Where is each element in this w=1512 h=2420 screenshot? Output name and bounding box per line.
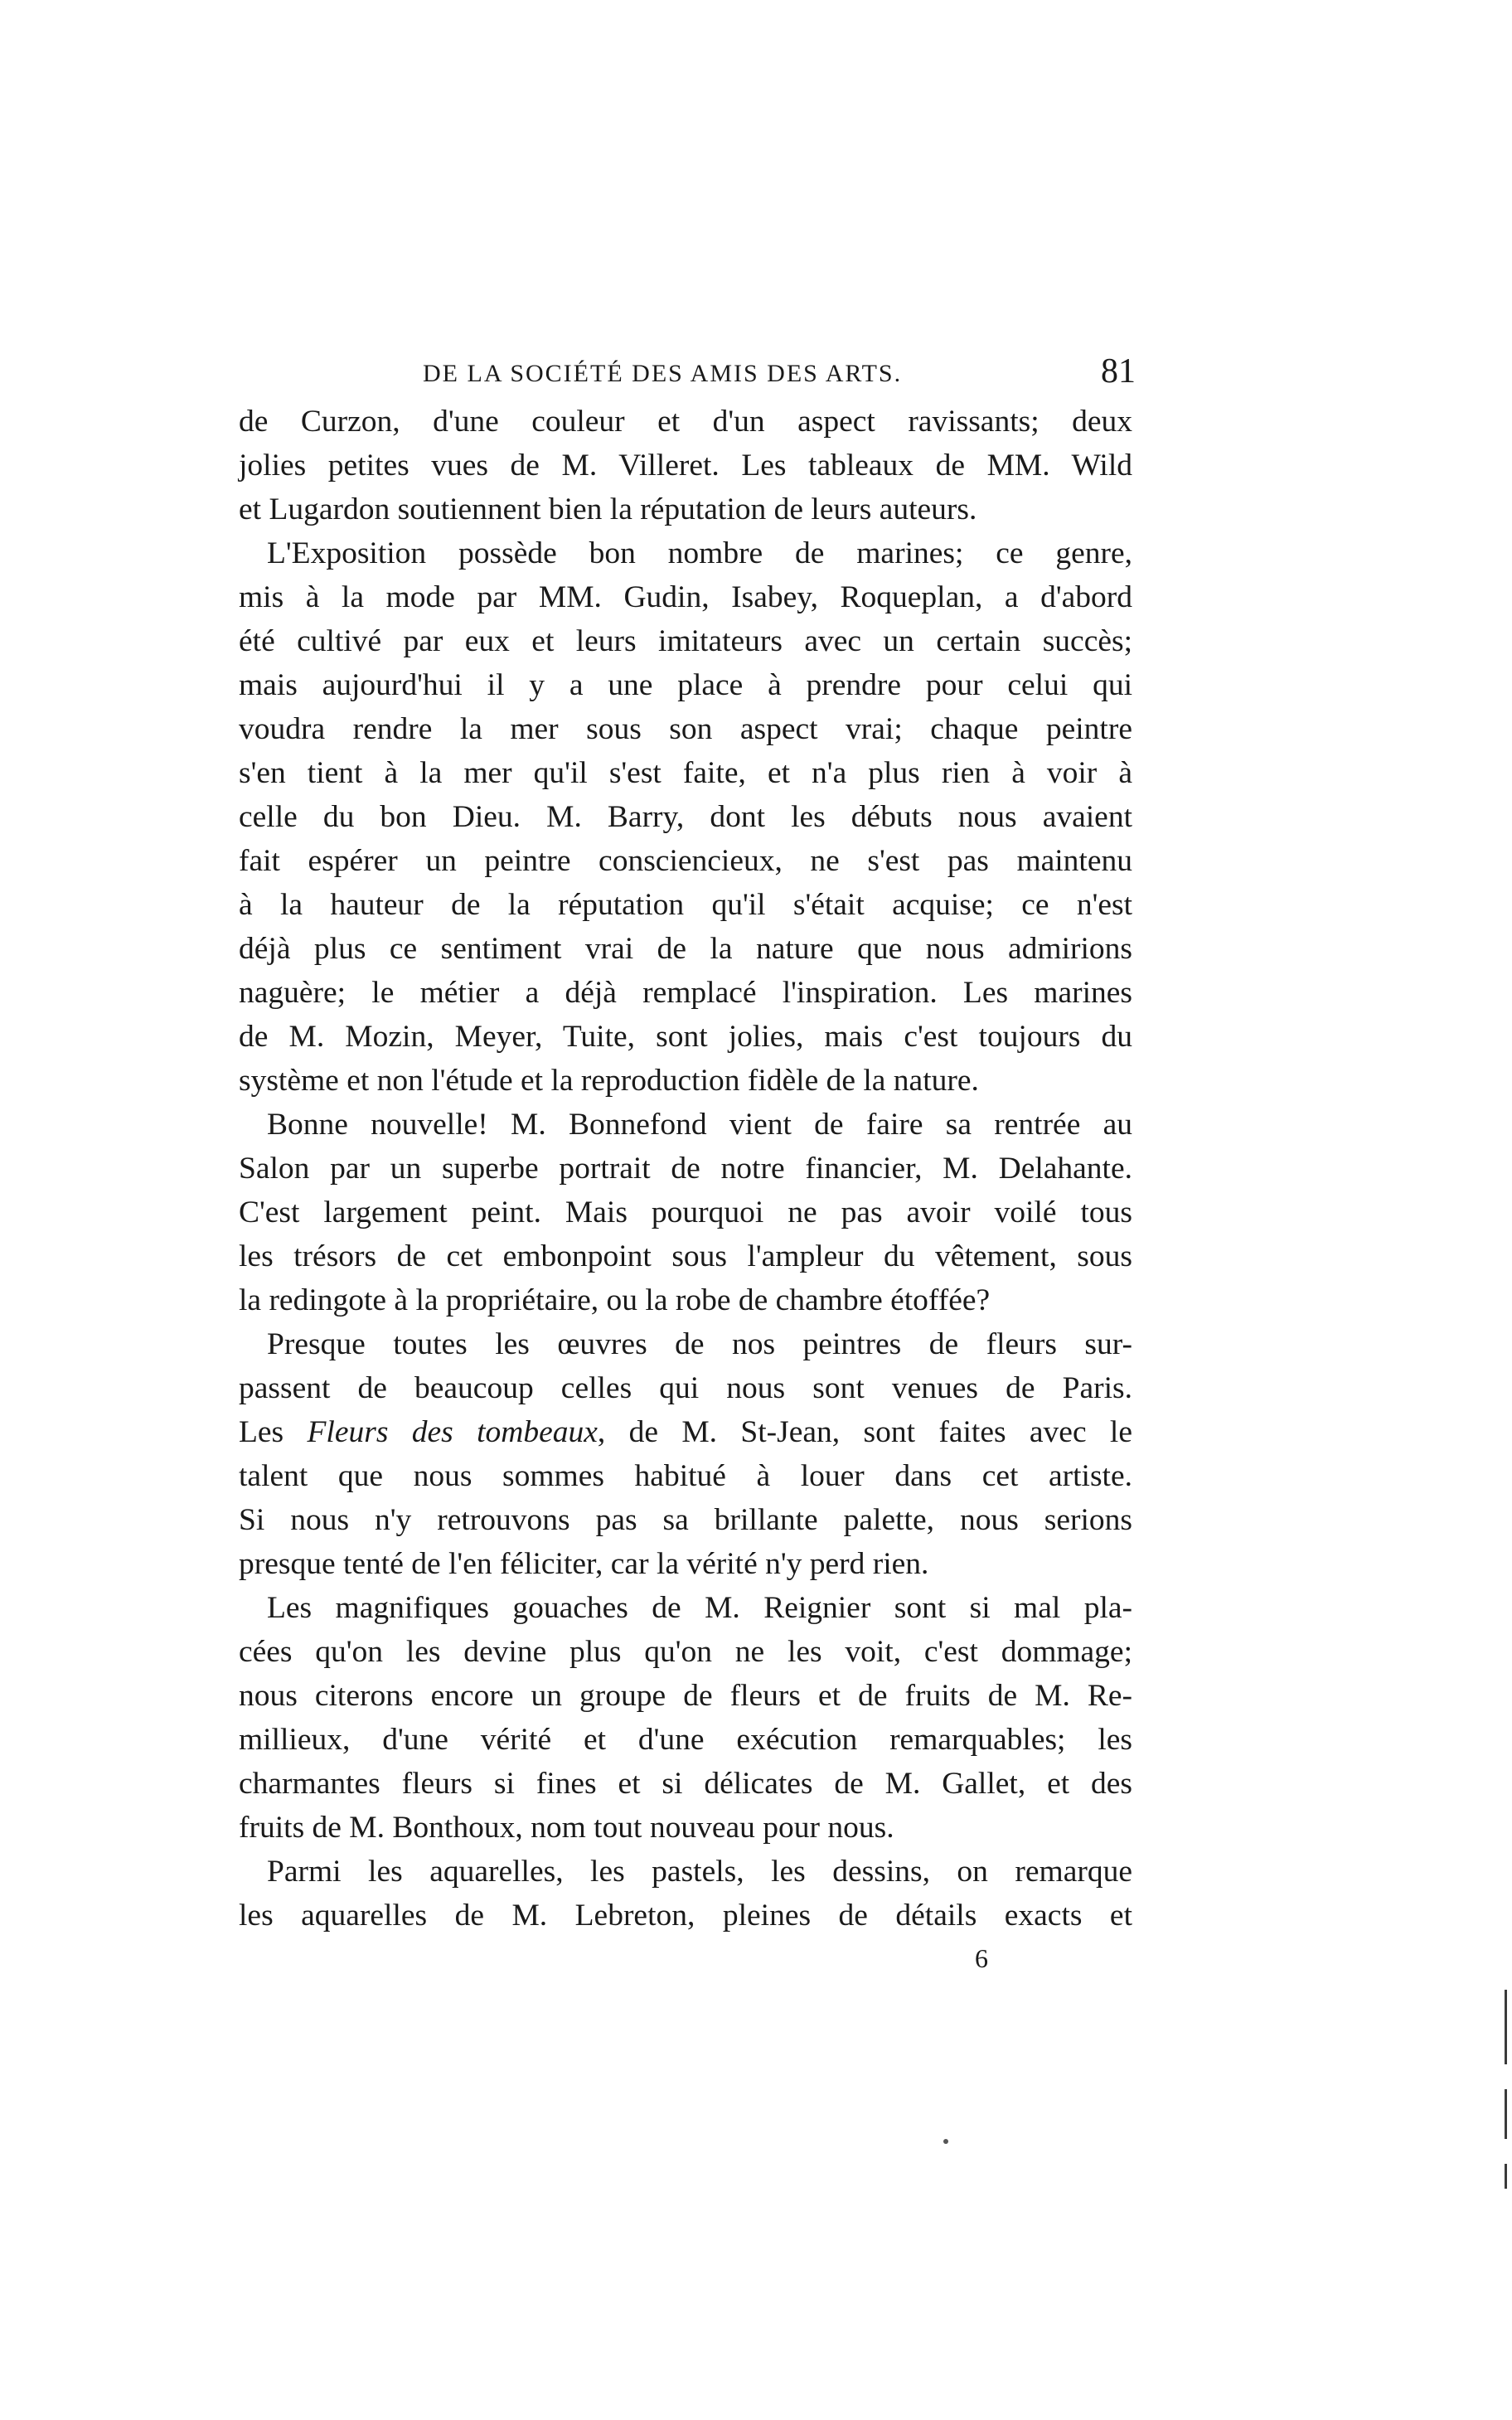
- artwork-title: Fleurs des tombeaux: [307, 1415, 598, 1449]
- text-line: Salon par un superbe portrait de notre financier, M. Delahante.: [239, 1152, 1132, 1186]
- text-line-with-italic-title: [239, 1410, 1132, 1454]
- text-line: talent que nous sommes habitué à louer dans cet artiste.: [239, 1459, 1132, 1493]
- text-line: système et non l'étude et la reproduction fidèle de la nature.: [239, 1064, 979, 1098]
- text-line: s'en tient à la mer qu'il s'est faite, et n'a plus rien à voir à: [239, 756, 1132, 790]
- text-segment: Les: [239, 1415, 308, 1449]
- scan-edge-mark: [1505, 2164, 1507, 2189]
- text-line: passent de beaucoup celles qui nous sont venues de Paris.: [239, 1371, 1132, 1405]
- scan-speck: [943, 2139, 948, 2144]
- text-segment: , de M. St-Jean, sont faites avec le: [597, 1415, 1132, 1449]
- text-line: Si nous n'y retrouvons pas sa brillante palette, nous serions: [239, 1503, 1132, 1537]
- text-line: voudra rendre la mer sous son aspect vrai; chaque peintre: [239, 712, 1132, 746]
- text-line: la redingote à la propriétaire, ou la robe de chambre étoffée?: [239, 1283, 991, 1317]
- text-line: jolies petites vues de M. Villeret. Les tableaux de MM. Wild: [239, 449, 1132, 483]
- page-header: [242, 352, 1136, 405]
- paragraph-start-line: Les magnifiques gouaches de M. Reignier sont si mal pla-: [267, 1591, 1132, 1625]
- text-line: millieux, d'une vérité et d'une exécution remarquables; les: [239, 1723, 1132, 1757]
- text-line: déjà plus ce sentiment vrai de la nature que nous admirions: [239, 932, 1132, 966]
- paragraph-start-line: Presque toutes les œuvres de nos peintres de fleurs sur-: [267, 1327, 1132, 1361]
- text-line: été cultivé par eux et leurs imitateurs avec un certain succès;: [239, 624, 1132, 658]
- text-line: à la hauteur de la réputation qu'il s'était acquise; ce n'est: [239, 888, 1132, 922]
- page-number: 81: [1101, 352, 1136, 390]
- text-line: nous citerons encore un groupe de fleurs et de fruits de M. Re-: [239, 1679, 1132, 1713]
- scan-edge-mark: [1505, 1990, 1507, 2064]
- text-line: les aquarelles de M. Lebreton, pleines de détails exacts et: [239, 1899, 1132, 1933]
- text-line: les trésors de cet embonpoint sous l'ampleur du vêtement, sous: [239, 1239, 1132, 1273]
- text-line: cées qu'on les devine plus qu'on ne les voit, c'est dommage;: [239, 1635, 1132, 1669]
- paragraph-start-line: L'Exposition possède bon nombre de marines; ce genre,: [267, 536, 1132, 570]
- text-line: fruits de M. Bonthoux, nom tout nouveau pour nous.: [239, 1811, 894, 1845]
- text-line: de Curzon, d'une couleur et d'un aspect ravissants; deux: [239, 405, 1132, 439]
- text-line: charmantes fleurs si fines et si délicates de M. Gallet, et des: [239, 1767, 1132, 1801]
- text-line: celle du bon Dieu. M. Barry, dont les débuts nous avaient: [239, 800, 1132, 834]
- text-line: mis à la mode par MM. Gudin, Isabey, Roqueplan, a d'abord: [239, 580, 1132, 614]
- signature-mark: 6: [975, 1943, 988, 1973]
- text-line: et Lugardon soutiennent bien la réputation de leurs auteurs.: [239, 492, 977, 526]
- scan-edge-mark: [1505, 2089, 1507, 2139]
- text-line: naguère; le métier a déjà remplacé l'inspiration. Les marines: [239, 976, 1132, 1010]
- text-line: fait espérer un peintre consciencieux, ne s'est pas maintenu: [239, 844, 1132, 878]
- running-head: DE LA SOCIÉTÉ DES AMIS DES ARTS.: [423, 360, 903, 387]
- text-line: de M. Mozin, Meyer, Tuite, sont jolies, mais c'est toujours du: [239, 1020, 1132, 1054]
- text-line: C'est largement peint. Mais pourquoi ne pas avoir voilé tous: [239, 1195, 1132, 1229]
- text-line: mais aujourd'hui il y a une place à prendre pour celui qui: [239, 668, 1132, 702]
- paragraph-start-line: Bonne nouvelle! M. Bonnefond vient de faire sa rentrée au: [267, 1108, 1132, 1142]
- text-line: presque tenté de l'en féliciter, car la vérité n'y perd rien.: [239, 1547, 929, 1581]
- paragraph-start-line: Parmi les aquarelles, les pastels, les dessins, on remarque: [267, 1855, 1132, 1889]
- body-text: [239, 400, 1132, 1937]
